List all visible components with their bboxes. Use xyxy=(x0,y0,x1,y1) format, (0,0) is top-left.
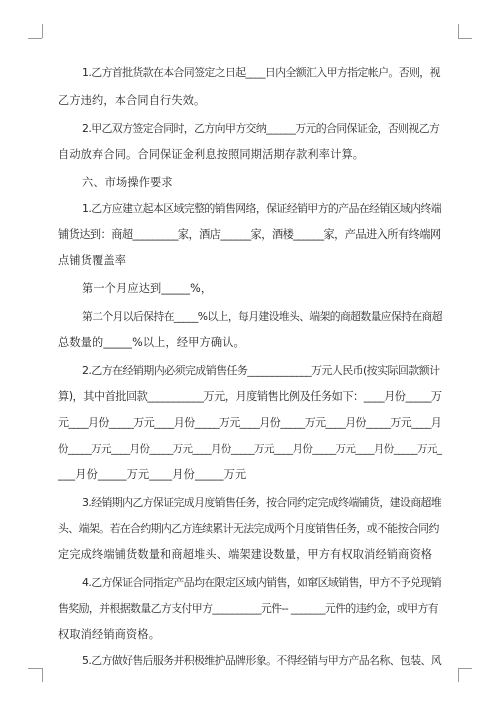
paragraph-line: 头、端架。若在合约期内乙方连续累计无法完成两个月度销售任务，或不能按合同约 xyxy=(58,522,439,535)
paragraph-line: 第一个月应达到_____%， xyxy=(82,282,213,295)
paragraph-line: 5.乙方做好售后服务并积极维护品牌形象。不得经销与甲方产品名称、包装、风 xyxy=(82,654,442,667)
crop-mark-bottom-left-v xyxy=(42,668,43,682)
paragraph-line: 乙方违约，本合同自行失效。 xyxy=(58,94,206,107)
paragraph-line: 第二个月以后保持在_____%以上，每月建设堆头、端架的商超数量应保持在商超 xyxy=(82,310,442,323)
crop-mark-top-left-h xyxy=(28,38,42,39)
paragraph-line: 3.经销期内乙方保证完成月度销售任务，按合同约定完成终端铺货，建设商超堆 xyxy=(82,496,442,509)
paragraph-line: 点铺货覆盖率 xyxy=(58,254,127,267)
crop-mark-top-right-h xyxy=(458,38,472,39)
crop-mark-bottom-left-h xyxy=(28,668,42,669)
section-heading: 六、市场操作要求 xyxy=(82,176,173,189)
paragraph-line: 2.甲乙双方签定合同时，乙方向甲方交纳______万元的合同保证金，否则视乙方 xyxy=(82,122,440,135)
paragraph-line: 自动放弃合同。合同保证金利息按照同期活期存款利率计算。 xyxy=(58,148,365,161)
paragraph-line: 定完成终端铺货数量和商超堆头、端架建设数量，甲方有权取消经销商资格 xyxy=(58,548,433,561)
crop-mark-top-right-v xyxy=(458,24,459,38)
paragraph-line: 4.乙方保证合同指定产品均在限定区域内销售，如窜区域销售，甲方不予兑现销 xyxy=(82,576,442,589)
paragraph-line: 元____月份_____万元____月份_____万元____月份_____万元____月份_____万元____月 xyxy=(58,416,442,429)
paragraph-line: 1.乙方应建立起本区域完整的销售网络，保证经销甲方的产品在经销区域内终端 xyxy=(82,202,442,215)
paragraph-line: 算)，其中首批回款___________万元，月度销售比例及任务如下：____月份_____万 xyxy=(58,390,442,403)
paragraph-line: 2.乙方在经销期内必须完成销售任务_____________万元人民币(按实际回款额计 xyxy=(82,364,440,377)
paragraph-line: ___月份_____万元____月份_____万元 xyxy=(58,468,247,481)
paragraph-line: 1.乙方首批货款在本合同签定之日起____日内全额汇入甲方指定帐户。否则，视 xyxy=(82,66,440,79)
paragraph-line: 份_____万元____月份_____万元____月份_____万元____月份_____万元____月份_____万元_ xyxy=(58,443,442,455)
crop-mark-bottom-right-v xyxy=(458,668,459,682)
paragraph-line: 权取消经销商资格。 xyxy=(58,628,161,641)
crop-mark-bottom-right-h xyxy=(458,668,472,669)
paragraph-line: 售奖励，并根据数量乙方支付甲方__________元件-- _______元件的违约金，或甲方有 xyxy=(58,602,439,615)
crop-mark-top-left-v xyxy=(42,24,43,38)
paragraph-line: 铺货达到：商超_________家，酒店______家，酒楼______家，产品进入所有终端网 xyxy=(58,228,441,241)
paragraph-line: 总数量的_____%以上，经甲方确认。 xyxy=(58,336,245,349)
